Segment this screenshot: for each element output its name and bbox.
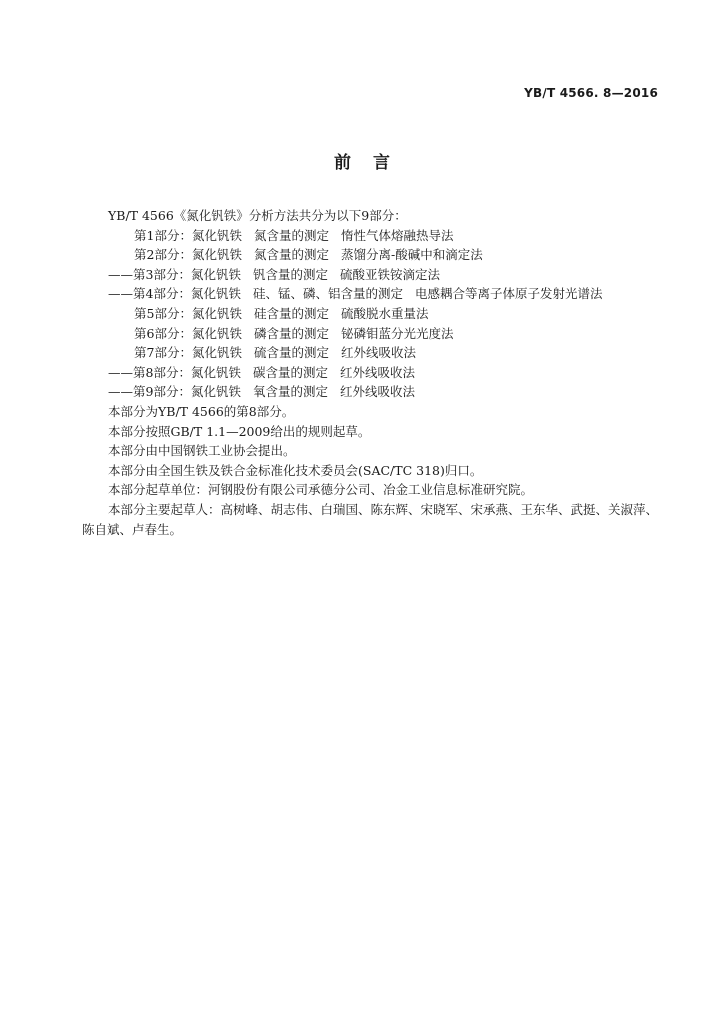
part-label: 第1部分：氮化钒铁 [134,227,242,243]
part-item [82,265,662,285]
part-method: 硫酸亚铁铵滴定法 [339,266,440,282]
statement-drafting-rules: 本部分按照GB/T 1.1—2009给出的规则起草。 [108,423,371,439]
part-label: 第4部分：氮化钒铁 [133,286,241,302]
part-method: 硫酸脱水重量法 [340,305,429,321]
part-dash: —— [108,384,133,400]
part-label: 第2部分：氮化钒铁 [134,247,242,263]
part-label: 第5部分：氮化钒铁 [134,305,242,321]
part-dash: —— [108,364,133,380]
page-title: 前言 [334,153,412,173]
statement-drafters: 本部分主要起草人：高树峰、胡志伟、白瑞国、陈东辉、宋晓军、宋承燕、王东华、武挺、关淑萍、陈自斌、卢春生。 [82,501,659,537]
part-method: 铋磷钼蓝分光光度法 [340,325,454,341]
part-item [82,226,662,246]
part-item [82,245,662,265]
part-item-name: 氮含量的测定 [253,247,329,263]
part-item [82,363,662,383]
part-item [82,343,662,363]
intro-line: YB/T 4566《氮化钒铁》分析方法共分为以下9部分： [108,208,407,223]
statement-proposer: 本部分由中国钢铁工业协会提出。 [108,443,296,459]
part-item [82,324,662,344]
part-item [82,284,662,304]
part-item-name: 磷含量的测定 [253,325,329,341]
statement-part-number: 本部分为YB/T 4566的第8部分。 [108,403,295,419]
part-method: 红外线吸收法 [340,345,416,361]
parts-list [82,226,662,402]
part-item-name: 碳含量的测定 [252,364,328,380]
part-label: 第3部分：氮化钒铁 [133,266,241,282]
statement-drafting-units: 本部分起草单位：河钢股份有限公司承德分公司、冶金工业信息标准研究院。 [108,482,534,498]
part-method: 红外线吸收法 [339,384,415,400]
part-method: 红外线吸收法 [339,364,415,380]
part-item-name: 氮含量的测定 [253,227,329,243]
statement-committee: 本部分由全国生铁及铁合金标准化技术委员会(SAC/TC 318)归口。 [108,462,483,478]
standard-code: YB/T 4566. 8—2016 [524,86,658,100]
part-dash: —— [108,266,133,282]
part-item-name: 硅、锰、磷、铝含量的测定 [252,286,403,302]
part-item [82,382,662,402]
part-item-name: 硫含量的测定 [253,345,329,361]
part-method: 蒸馏分离-酸碱中和滴定法 [340,247,483,263]
part-item [82,304,662,324]
part-label: 第7部分：氮化钒铁 [134,345,242,361]
part-item-name: 氧含量的测定 [252,384,328,400]
document-body [82,206,662,539]
part-item-name: 钒含量的测定 [252,266,328,282]
part-method: 电感耦合等离子体原子发射光谱法 [414,286,603,302]
part-label: 第9部分：氮化钒铁 [133,384,241,400]
part-item-name: 硅含量的测定 [253,305,329,321]
part-label: 第6部分：氮化钒铁 [134,325,242,341]
part-method: 惰性气体熔融热导法 [340,227,454,243]
part-dash: —— [108,286,133,302]
part-label: 第8部分：氮化钒铁 [133,364,241,380]
